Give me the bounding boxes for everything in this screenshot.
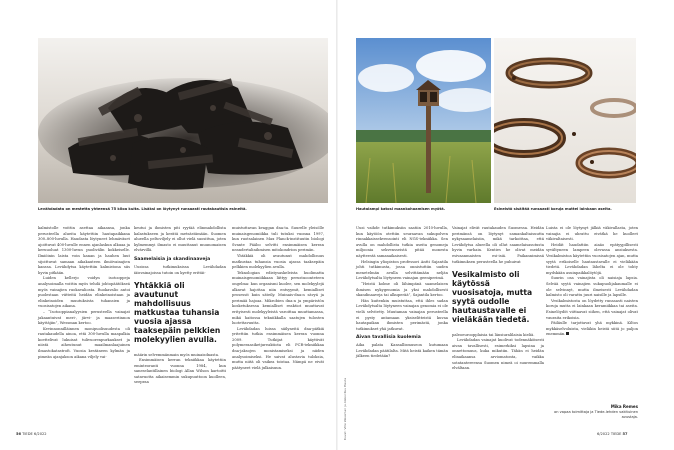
- closing-paragraph-text: Päiläulle tarjottavat yhä mykkinä. Kiltos mykkäselvoluista, vieläkin heistä siitä jo paljon enemmän.: [546, 321, 638, 337]
- article-column-4: [356, 226, 448, 360]
- paragraph: kalmistolle voittin asettaa aikaansa, jonka perusteella alueita käytettiin hautapaikkana 300–800-luvulla. Haudasta löytyneet lehmäväset ajoittuvat 400-luvulle ennen ajanlaskun alkuaa ja keruuoluat 1300-luvun puolivälin kokkeiselle. Ilmiöinin laista voin kanan ja hauhen luut sijoittuvat samaan aikakauteen ilmiövainajien kanssa. Levähdytsa käytettiin kalmistona siis hyvin pitkään.: [38, 226, 130, 275]
- author-name: Mika Remes: [610, 404, 638, 409]
- right-magazine-name: TIEDE: [610, 432, 622, 436]
- jewellery-photo-caption: Esineistö sisältää runsaasti koruja muttei lainkaan aseita.: [494, 207, 612, 211]
- paragraph: Uusissa tutkimuksissa Levähdadan iäisvainajoissa tutoin on kyetty erittäi-: [134, 264, 226, 275]
- paragraph: Hän kuitenkin muistuttaa, että ihles sadan Levähdytsalta löytyneen vainajan genomia ei ole vielä selvitetty. Muutaman vainajan perusteella ei pysty antamaan yksiselitteistä kuvaa hautapaikan ihmisten perimästä, jonka tutkimukset yhä jatkuvat.: [356, 298, 448, 331]
- section-heading: Saamelaisia ja skandinaaveja: [134, 256, 211, 262]
- left-folio: [16, 432, 47, 436]
- paragraph: Teknologian edistysaskeleista huolimatta muinaisgenomiikkaan liittyy perustuoonteteen ongelma: kun organismi kuolee, sen molekyylejä alkavat hajottaa niin entsyymit, kemialliset prosessit kuin säteily. Muinais-dna:n sävyä ja perimää hajoaa. Mikrobien dna:n ja ympäristön kosketuksessa kemialliset reaktiot muuttavat erityisesti molekyyleistä varoittaa muuttamassa, mikä haitossa tekniikkalla saatujen tulosten luotettavuutta.: [232, 270, 324, 326]
- bronze-jewellery-photo: [494, 38, 636, 203]
- wooden-marker-meadow-photo: [356, 38, 491, 203]
- iron-artifacts-photo: [38, 38, 328, 203]
- paragraph: määrin selvemmänmain myös muinaisdnasta.: [134, 352, 220, 357]
- paragraph: muistuttavan kvaggan dna:ta. Suurelle yleisölle muinaisgenomiikka tuli tutuksi vuonna 1997, kun ruotsalainen Max Planck-instituutin biologi Svante Pääbo selvitti ensimmäisen kerran neandertalinihmisen mitokondrion perimän.: [232, 226, 324, 253]
- paragraph: Uusi vaihde tutkimuksiin saatiin 2010-luvulla, kun käytöön otettiin seuraavan sukupolven rinnakkaissekvensointi eli NGS-tekniikka. Sen avulla on mahdollista tutkia useita genomeja miljoonia sekvensseistä pitää monesta näytteestä samanaikaisesti.: [356, 226, 448, 258]
- end-mark-icon: [566, 332, 569, 335]
- author-bio: on vapaa toimittaja ja Tiede-lehden vakituinen avustaja.: [554, 410, 638, 419]
- paragraph: keutui ja ihmisten piti ryytää elinmahdollista kalastukseen ja kerätä metsästämään. Suomen alueella peltoviljely ei ollut vielä suosittua, joten kylmemmyi ilmasto ei muuttanut muunomaisen elvärvillä.: [134, 226, 226, 253]
- right-folio: [597, 432, 628, 436]
- left-photo-caption: Levähdadata on mestetta yhteensä 75 kiloa kuita. Lisäksi on löytynyt runsaasti rautakautisia esineitä.: [38, 207, 247, 211]
- section-heading: Aivan tavallisia kuolemia: [356, 335, 421, 341]
- paragraph: Suurin osa vainajista oli naisiaja lapsia. Selvää syytä vainajien sukupuolijakaumalle ei ole selvinnyt, mutta ilmeisesti Levähdadan kalmisto oli varattu juuri naisille ja lapsille.: [546, 276, 638, 298]
- paragraph: paleoeuroopplaisia tai länsiuralilaisia kieliä.: [452, 332, 535, 337]
- article-column-2: [134, 226, 226, 386]
- paragraph: Luista ei ole löytynyt jälkiä väkivallasta, joten vainajia ei uhrattu eivätkä he kuolleet väkivaltaisesti.: [546, 226, 638, 242]
- paragraph: Vesikalmistosta on löydetty runsaasti naisten koruja mutta ei lainkaan keramiikkaa tai aseita. Esinelöydöt viittaavat siihen, että vainajat olivat vauraita erikoisia.: [546, 298, 638, 320]
- photo-credit-text: Kuvat: Ville Wessman ja Aleksi Kuu Hauta: [343, 377, 347, 440]
- paragraph: [546, 321, 638, 338]
- paragraph: Helsingin yliopiston professori Antti Sajantila johti tutkimusta, jossa onnistuttiin uuden menetelmän avulla selvittämään neljän Levähdytsalta löytyneen vainajan geeniperimä.: [356, 259, 448, 281]
- paragraph: Ensimmäisen kerran tekniikkaa käytettiin eminteoranti vuonna 1984, kun saneselantillainen biologi Allan Wilson kartoitti satavuotta aikaisemmin sukupuuttoon kuolleen, seepraa: [134, 358, 226, 385]
- paragraph: Heidät haudattiin aiaão epätyypillisesti syvältyneen lampeen olevassa ansiuksesta. Vesikalmistoa käytettiin vuosisatojen ajan, mutta syytä erikoiselle hautaustavalle ei vieläkään tiedetä. Levähdadan lähelta ei ole tohty mydskään asuinpaikkalöytöjä.: [546, 242, 638, 275]
- right-issue: 6/2022: [597, 432, 610, 436]
- author-byline: [546, 404, 638, 420]
- photo-credit: [343, 300, 351, 440]
- right-page-number: 57: [622, 432, 628, 436]
- article-column-1: [38, 226, 130, 360]
- article-column-5: [452, 226, 544, 372]
- paragraph: Aika palata Kansallismuseon kutumaan Levähdadan päätilalta. Mitä heistä kaiken tämän jälkeen tiedetään?: [356, 343, 448, 359]
- left-magazine-name: TIEDE: [22, 432, 33, 436]
- paragraph: Yhtäkkiä oli avautunut mahdollisuus matkustaa tuhansia vuosia ajassa taaksepäin pelkkien molekyylien avulla.: [232, 253, 324, 270]
- article-column-6: [546, 226, 638, 338]
- paragraph: Vainajat elivät rautakauden Suomessa. Heidän perimänsä on löytynyt samankaltaisuutta nykysaamelaisiin, mikä tarkoittaa, että Levähdytsa alueella oli ollut saamelaisasutusta hyvin varhain. Kenties he olivat meidän esivaanmaisten esi-isiä. Paikannimissä tutkimuksen perusteella he puhuivat: [452, 226, 544, 264]
- paragraph: Kevinnonnilläinnen monipuolisuudesta oli rautakaudella ainoa, että 300-luvulla maapalkia koettelivat lukuisat tulivuorenpurkaukset ja niistä aiheutunut maailmanlaajuinen ilmastokatastrofi. Vuosia kestäneen kylmän ja pimeän ajanjakson aikana viljely vai-: [38, 326, 130, 359]
- paragraph: Luiden kellerjo voidyn isotooppeja analysoimalla voittin myös tehdä johtopäätökseä myös vainajien ruokavaliosta. Ruokavalio antoi puolestaan viitteitä heidän elinkeinoistaan ja elinkeinoiden muutuksista tuhansien ja vuosisatojen aikana.: [38, 276, 130, 309]
- pull-quote: Yhtäkkiä oli avautunut mahdollisuus matkustaa tuhansia vuosia ajassa taaksepäin pelkkien molekyylien avulla.: [134, 281, 221, 344]
- article-column-3: [232, 226, 324, 371]
- pull-quote: Vesikalmisto oli käytössä vuosisatoja, mutta syytä oudolle hautaustavalle ei vieläkään tiedetä.: [452, 270, 533, 324]
- paragraph: “Heistä kolme oli lähimpänä saamelaisen ihmisen nykygenomia ja yksi mahdollisesti skandinaaveja tai alkuperää”, Sajantila kertoo.: [356, 281, 448, 298]
- paragraph: Levähdadan vainajat kuolivat todennäköisesti aivan tavallisesti, esimerkiksi lapsina ja onnettomuus, kuka mikutiin. Tähän ei heidän elinaikaansa arviomatonta, vaikka sotatantereensa Suomen nimeä oi suuremmalla elvältaan.: [452, 338, 544, 371]
- left-page-number: 56: [16, 432, 22, 436]
- paragraph: Levähdadan luissa säilyneitä dna-pätkiä yritettiin tutkia ensimmäisen kerran vuonna 2009. Tutkijat käyttivät polymeraasiketjureaktiota eli PCR-tekniikkaa dna-jaksojen monistamiseksi ja niiden analysoimiseksi. He saivat alustavia tuloksia, mutta niitä oli vaikea toistaa. Nämpä ne eivät päätyneet vielä julkaisuun.: [232, 326, 324, 370]
- left-issue: 6/2022: [33, 432, 47, 436]
- meadow-photo-caption: Hautalampi katosi maankohoamisen myötä.: [356, 207, 446, 211]
- spine-gutter: [336, 0, 338, 450]
- paragraph: – “Isotooppianalyysien perusteella vainajat jakaantuivat meri-, järvi- ja maaseriinnon käyttäjiin”, Wessman kertoo.: [38, 309, 130, 326]
